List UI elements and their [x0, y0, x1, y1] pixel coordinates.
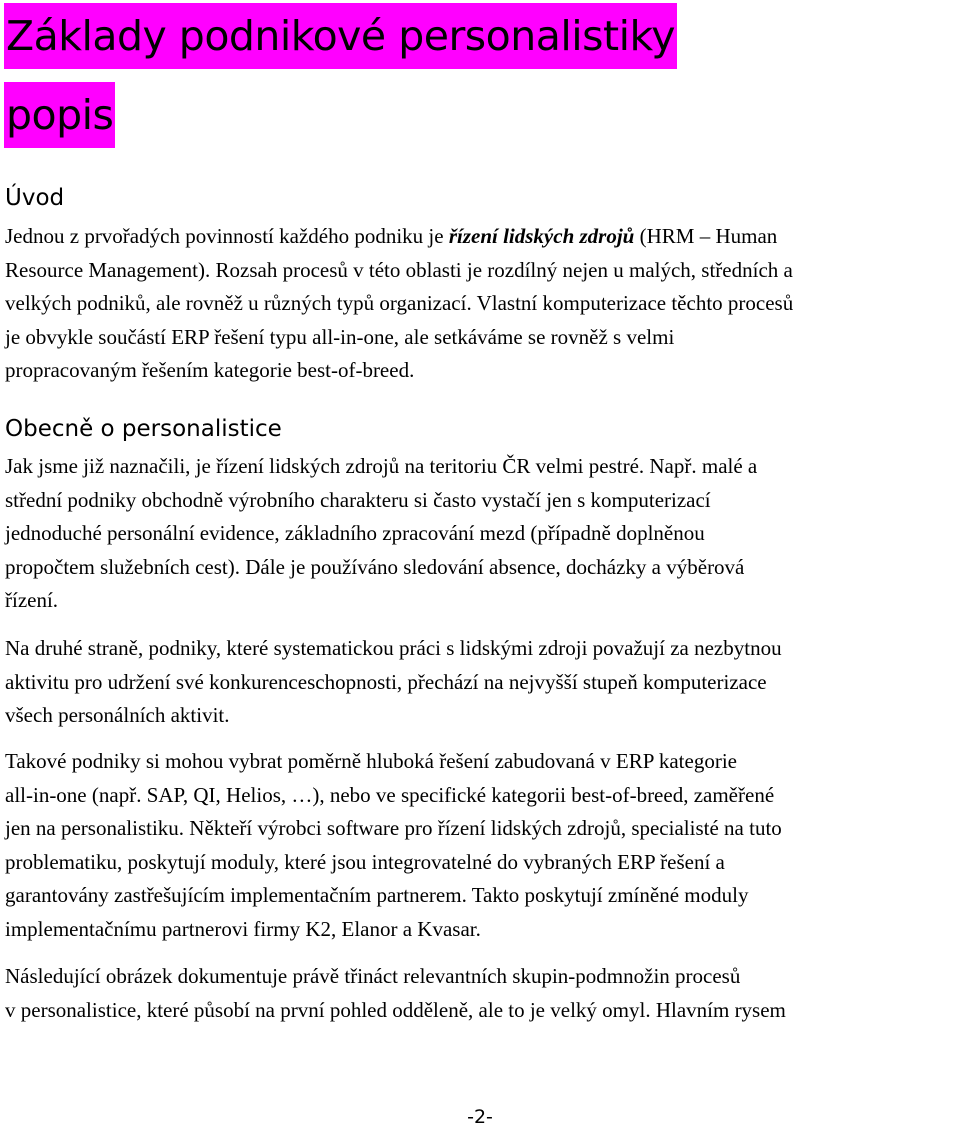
text-run: (HRM – Human — [634, 224, 778, 248]
paragraph-line: implementačnímu partnerovi firmy K2, Elanor a Kvasar. — [5, 916, 481, 941]
paragraph-solutions — [5, 745, 957, 947]
text-run: Jednou z prvořadých povinností každého podniku je — [5, 224, 449, 248]
paragraph-line: je obvykle součástí ERP řešení typu all-in-one, ale setkáváme se rovněž s velmi — [5, 324, 675, 349]
paragraph-line: Resource Management). Rozsah procesů v této oblasti je rozdílný nejen u malých, středních a — [5, 257, 793, 282]
paragraph-intro — [5, 220, 957, 388]
paragraph-line: propracovaným řešením kategorie best-of-breed. — [5, 358, 415, 383]
section-heading-obecne: Obecně o personalistice — [5, 416, 282, 442]
paragraph-line: v personalistice, které působí na první pohled odděleně, ale to je velký omyl. Hlavním rysem — [5, 997, 786, 1022]
page-title: Základy podnikové personalistiky — [4, 3, 677, 69]
paragraph-overview — [5, 450, 957, 618]
paragraph-line: všech personálních aktivit. — [5, 703, 230, 728]
paragraph-line: jen na personalistiku. Někteří výrobci software pro řízení lidských zdrojů, specialisté na tuto — [5, 816, 782, 841]
paragraph-line: problematiku, poskytují moduly, které jsou integrovatelné do vybraných ERP řešení a — [5, 849, 725, 874]
paragraph-line: jednoduché personální evidence, základního zpracování mezd (případně doplněnou — [5, 521, 705, 546]
paragraph-line: propočtem služebních cest). Dále je používáno sledování absence, docházky a výběrová — [5, 554, 745, 579]
paragraph-line: aktivitu pro udržení své konkurenceschopnosti, přechází na nejvyšší stupeň komputerizace — [5, 669, 767, 694]
paragraph-line: Takové podniky si mohou vybrat poměrně hluboká řešení zabudovaná v ERP kategorie — [5, 749, 737, 773]
paragraph-line — [5, 220, 957, 254]
page-number: -2- — [467, 1106, 493, 1128]
paragraph-line: Jak jsme již naznačili, je řízení lidských zdrojů na teritoriu ČR velmi pestré. Např. malé a — [5, 454, 758, 478]
paragraph-line: velkých podniků, ale rovněž u různých typů organizací. Vlastní komputerizace těchto procesů — [5, 291, 794, 316]
paragraph-line: garantovány zastřešujícím implementačním partnerem. Takto poskytují zmíněné moduly — [5, 883, 749, 908]
paragraph-line: Následující obrázek dokumentuje právě třináct relevantních skupin-podmnožin procesů — [5, 964, 741, 988]
paragraph-line: řízení. — [5, 588, 59, 613]
paragraph-line: all-in-one (např. SAP, QI, Helios, …), nebo ve specifické kategorii best-of-breed, zaměřené — [5, 782, 775, 807]
section-heading-uvod: Úvod — [5, 185, 65, 211]
emphasized-term: řízení lidských zdrojů — [448, 224, 635, 248]
paragraph-following-figure — [5, 960, 957, 1027]
page-subtitle: popis — [4, 82, 115, 148]
paragraph-other-side — [5, 632, 957, 733]
paragraph-line: Na druhé straně, podniky, které systematickou práci s lidskými zdroji považují za nezbytnou — [5, 636, 782, 660]
paragraph-line: střední podniky obchodně výrobního charakteru si často vystačí jen s komputerizací — [5, 487, 711, 512]
